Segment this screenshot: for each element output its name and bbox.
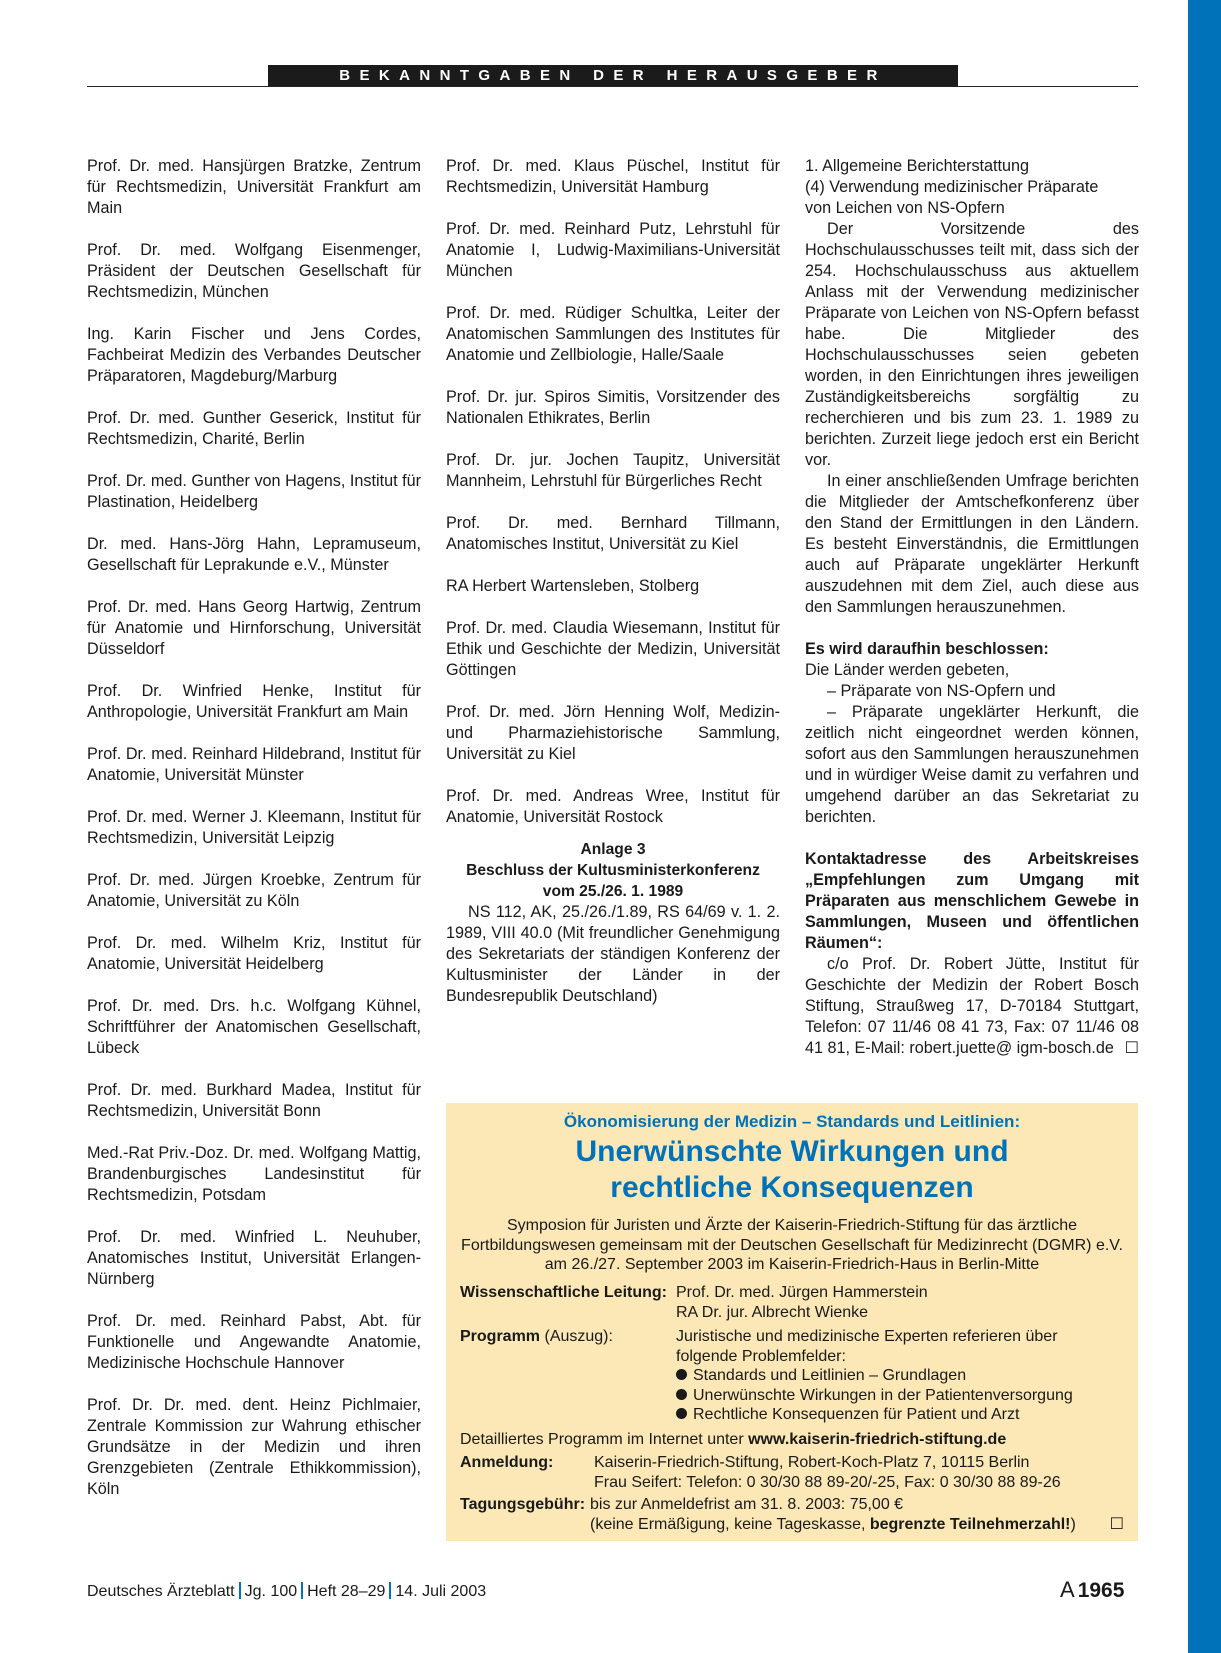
- member-entry: Prof. Dr. med. Jürgen Kroebke, Zentrum für Anatomie, Universität zu Köln: [87, 871, 421, 910]
- member-entry: Ing. Karin Fischer und Jens Cordes, Fachbeirat Medizin des Verbandes Deutscher Präparatoren, Magdeburg/Marburg: [87, 325, 421, 385]
- anlage-date: vom 25./26. 1. 1989: [542, 883, 684, 900]
- ad-internet-row: [460, 1430, 1124, 1450]
- ad-programm-label: Programm: [460, 1328, 541, 1345]
- report-paragraph: Der Vorsitzende des Hochschulausschusses teilt mit, dass sich der 254. Hochschulausschuss aus aktuellem Anlass mit der Verwendung medizinischer Präparate von Leichen von NS-Opfern befasst habe. Die Mitglieder des Hochschulausschusses seien gebeten worden, in den Einrichtungen ihres jeweiligen Zuständigkeitsbereichs sorgfältig zu recherchieren und bis zum 23. 1. 1989 zu berichten. Zurzeit liege jedoch erst ein Bericht vor.: [805, 220, 1139, 469]
- report-paragraph: In einer anschließenden Umfrage berichten die Mitglieder der Amtschefkonferenz über den Stand der Ermittlungen in den Ländern. Es besteht Einverständnis, die Ermittlungen auch auf Präparate ungeklärter Herkunft auszudehnen mit dem Ziel, auch diese aus den Sammlungen herauszunehmen.: [805, 472, 1139, 616]
- bullet-icon: [676, 1408, 687, 1419]
- ad-programm-text: Juristische und medizinische Experten referieren über: [676, 1328, 1058, 1345]
- member-entry: RA Herbert Wartensleben, Stolberg: [446, 577, 700, 595]
- footer-citation: [87, 1582, 486, 1602]
- page-number-value: 1965: [1077, 1579, 1125, 1602]
- ad-gebuehr-highlight: begrenzte Teilnehmerzahl!: [869, 1515, 1071, 1533]
- ad-anmeldung-text: Frau Seifert: Telefon: 0 30/30 88 89-20/-25, Fax: 0 30/30 88 89-26: [594, 1473, 1061, 1491]
- member-entry: Prof. Dr. Winfried Henke, Institut für Anthropologie, Universität Frankfurt am Main: [87, 682, 421, 721]
- footer-separator: [301, 1582, 303, 1599]
- anlage-text: NS 112, AK, 25./26./1.89, RS 64/69 v. 1. 2. 1989, VIII 40.0 (Mit freundlicher Genehmigung des Sekretariats der ständigen Konferenz der Kultusminister der Länder in der Bundesrepublik Deutschland): [446, 903, 780, 1005]
- ad-anmeldung-row: [460, 1453, 1124, 1491]
- section-header: BEKANNTGABEN DER HERAUSGEBER: [268, 65, 958, 86]
- member-entry: Prof. Dr. med. Winfried L. Neuhuber, Anatomisches Institut, Universität Erlangen-Nürnberg: [87, 1228, 421, 1288]
- bullet-icon: [676, 1389, 687, 1400]
- member-entry: Prof. Dr. jur. Jochen Taupitz, Universität Mannheim, Lehrstuhl für Bürgerliches Recht: [446, 451, 780, 490]
- resolution-item: – Präparate ungeklärter Herkunft, die zeitlich nicht eingeordnet werden können, sofort aus den Sammlungen herauszunehmen und in würdiger Weise damit zu verfahren und umgehend darüber an das Sekretariat zu berichten.: [805, 703, 1139, 826]
- ad-programm-row: [460, 1327, 1124, 1423]
- page-prefix: A: [1060, 1577, 1075, 1602]
- ad-title-line: Unerwünschte Wirkungen und: [575, 1135, 1009, 1168]
- report-heading: 1. Allgemeine Berichterstattung: [805, 157, 1030, 175]
- contact-address: c/o Prof. Dr. Robert Jütte, Institut für Geschichte der Medizin der Robert Bosch Stiftung, Straußweg 17, D-70184 Stuttgart, Telefon: 07 11/46 08 41 73, Fax: 07 11/46 08 41 81, E-Mail: robert.juette@ igm-bosch.de: [805, 955, 1139, 1057]
- ad-topic: Unerwünschte Wirkungen in der Patientenversorgung: [676, 1386, 1116, 1406]
- ad-leitung-name: RA Dr. jur. Albrecht Wienke: [676, 1303, 869, 1321]
- ad-title-line: rechtliche Konsequenzen: [610, 1171, 974, 1204]
- anlage-title: Beschluss der Kultusministerkonferenz: [466, 862, 760, 879]
- ad-internet-text: Detailliertes Programm im Internet unter: [460, 1431, 744, 1448]
- member-entry: Med.-Rat Priv.-Doz. Dr. med. Wolfgang Mattig, Brandenburgisches Landesinstitut für Rechtsmedizin, Potsdam: [87, 1144, 421, 1204]
- member-entry: Dr. med. Hans-Jörg Hahn, Lepramuseum, Gesellschaft für Leprakunde e.V., Münster: [87, 535, 421, 574]
- side-color-bar: [1188, 0, 1221, 1653]
- report-subheading: (4) Verwendung medizinischer Präparate: [805, 178, 1099, 196]
- ad-title: [446, 1134, 1138, 1206]
- ad-programm-sub: (Auszug):: [544, 1328, 613, 1345]
- ad-topic: Rechtliche Konsequenzen für Patient und Arzt: [676, 1405, 1116, 1425]
- ad-gebuehr-text: bis zur Anmeldefrist am 31. 8. 2003: 75,00 €: [590, 1496, 904, 1513]
- member-entry: Prof. Dr. med. Werner J. Kleemann, Institut für Rechtsmedizin, Universität Leipzig: [87, 808, 421, 847]
- ad-gebuehr-text: (keine Ermäßigung, keine Tageskasse, begrenzte Teilnehmerzahl!): [590, 1515, 1076, 1533]
- member-entry: Prof. Dr. med. Jörn Henning Wolf, Medizin- und Pharmaziehistorische Sammlung, Universität zu Kiel: [446, 703, 780, 763]
- column-2: [446, 156, 780, 1007]
- member-entry: Prof. Dr. med. Gunther von Hagens, Institut für Plastination, Heidelberg: [87, 472, 421, 511]
- member-entry: Prof. Dr. med. Wolfgang Eisenmenger, Präsident der Deutschen Gesellschaft für Rechtsmedizin, München: [87, 241, 421, 301]
- ad-anmeldung-label: Anmeldung:: [460, 1454, 554, 1471]
- ad-description: [458, 1216, 1126, 1275]
- resolution-item: – Präparate von NS-Opfern und: [827, 682, 1056, 700]
- anlage-label: Anlage 3: [580, 841, 646, 858]
- ad-description-line: am 26./27. September 2003 im Kaiserin-Friedrich-Haus in Berlin-Mitte: [544, 1256, 1040, 1273]
- member-entry: Prof. Dr. med. Wilhelm Kriz, Institut für Anatomie, Universität Heidelberg: [87, 934, 421, 973]
- footer-separator: [389, 1582, 391, 1599]
- ad-topic: Standards und Leitlinien – Grundlagen: [676, 1366, 1116, 1386]
- member-entry: Prof. Dr. med. Reinhard Pabst, Abt. für Funktionelle und Angewandte Anatomie, Medizinische Hochschule Hannover: [87, 1312, 421, 1372]
- ad-leitung-label: Wissenschaftliche Leitung:: [460, 1284, 667, 1301]
- contact-heading: Kontaktadresse des Arbeitskreises „Empfehlungen zum Umgang mit Präparaten aus menschlichem Gewebe in Sammlungen, Museen und öffentlichen Räumen“:: [805, 850, 1139, 952]
- header-rule: [87, 86, 1138, 87]
- member-entry: Prof. Dr. jur. Spiros Simitis, Vorsitzender des Nationalen Ethikrates, Berlin: [446, 388, 780, 427]
- anlage-section: [446, 839, 780, 1007]
- member-entry: Prof. Dr. med. Hans Georg Hartwig, Zentrum für Anatomie und Hirnforschung, Universität Düsseldorf: [87, 598, 421, 658]
- ad-leitung-row: [460, 1283, 1124, 1321]
- footer-volume: Jg. 100: [244, 1583, 298, 1600]
- member-entry: Prof. Dr. med. Andreas Wree, Institut für Anatomie, Universität Rostock: [446, 787, 780, 826]
- member-entry: Prof. Dr. med. Reinhard Putz, Lehrstuhl für Anatomie I, Ludwig-Maximilians-Universität München: [446, 220, 780, 280]
- event-advertisement: [446, 1103, 1138, 1541]
- member-entry: Prof. Dr. med. Rüdiger Schultka, Leiter der Anatomischen Sammlungen des Institutes für Anatomie und Zellbiologie, Halle/Saale: [446, 304, 780, 364]
- member-entry: Prof. Dr. med. Klaus Püschel, Institut für Rechtsmedizin, Universität Hamburg: [446, 157, 780, 196]
- ad-anmeldung-text: Kaiserin-Friedrich-Stiftung, Robert-Koch-Platz 7, 10115 Berlin: [594, 1454, 1030, 1471]
- footer-separator: [239, 1582, 241, 1599]
- bullet-icon: [676, 1369, 687, 1380]
- page-number: [1060, 1578, 1124, 1603]
- resolution-intro: Die Länder werden gebeten,: [805, 661, 1010, 679]
- ad-description-line: Symposion für Juristen und Ärzte der Kaiserin-Friedrich-Stiftung für das ärztliche: [506, 1217, 1077, 1234]
- ad-programm-text: folgende Problemfelder:: [676, 1347, 846, 1365]
- ad-internet-link[interactable]: www.kaiserin-friedrich-stiftung.de: [748, 1431, 1007, 1448]
- ad-gebuehr-row: [460, 1495, 1124, 1533]
- ad-leitung-name: Prof. Dr. med. Jürgen Hammerstein: [676, 1284, 928, 1301]
- footer-date: 14. Juli 2003: [395, 1583, 487, 1600]
- ad-description-line: Fortbildungswesen gemeinsam mit der Deutschen Gesellschaft für Medizinrecht (DGMR) e.V.: [461, 1236, 1123, 1254]
- member-entry: Prof. Dr. med. Claudia Wiesemann, Institut für Ethik und Geschichte der Medizin, Universität Göttingen: [446, 619, 780, 679]
- footer-journal: Deutsches Ärzteblatt: [87, 1583, 235, 1600]
- member-entry: Prof. Dr. med. Hansjürgen Bratzke, Zentrum für Rechtsmedizin, Universität Frankfurt am Main: [87, 157, 421, 217]
- member-entry: Prof. Dr. med. Drs. h.c. Wolfgang Kühnel, Schriftführer der Anatomischen Gesellschaft, Lübeck: [87, 997, 421, 1057]
- end-mark-icon: ☐: [1124, 1040, 1139, 1057]
- end-mark-icon: ☐: [1109, 1515, 1124, 1533]
- report-subheading: von Leichen von NS-Opfern: [805, 199, 1005, 217]
- member-entry: Prof. Dr. Dr. med. dent. Heinz Pichlmaier, Zentrale Kommission zur Wahrung ethischer Grundsätze in der Medizin und ihren Grenzgebieten (Zentrale Ethikkommission), Köln: [87, 1396, 421, 1498]
- ad-pretitle: Ökonomisierung der Medizin – Standards und Leitlinien:: [563, 1112, 1021, 1131]
- resolution-heading: Es wird daraufhin beschlossen:: [805, 640, 1049, 658]
- member-entry: Prof. Dr. med. Gunther Geserick, Institut für Rechtsmedizin, Charité, Berlin: [87, 409, 421, 448]
- member-entry: Prof. Dr. med. Reinhard Hildebrand, Institut für Anatomie, Universität Münster: [87, 745, 421, 784]
- column-1: [87, 156, 421, 1500]
- column-3: [805, 156, 1139, 1059]
- member-entry: Prof. Dr. med. Burkhard Madea, Institut für Rechtsmedizin, Universität Bonn: [87, 1081, 421, 1120]
- member-entry: Prof. Dr. med. Bernhard Tillmann, Anatomisches Institut, Universität zu Kiel: [446, 514, 780, 553]
- footer-issue: Heft 28–29: [307, 1583, 386, 1600]
- ad-gebuehr-label: Tagungsgebühr:: [460, 1496, 586, 1513]
